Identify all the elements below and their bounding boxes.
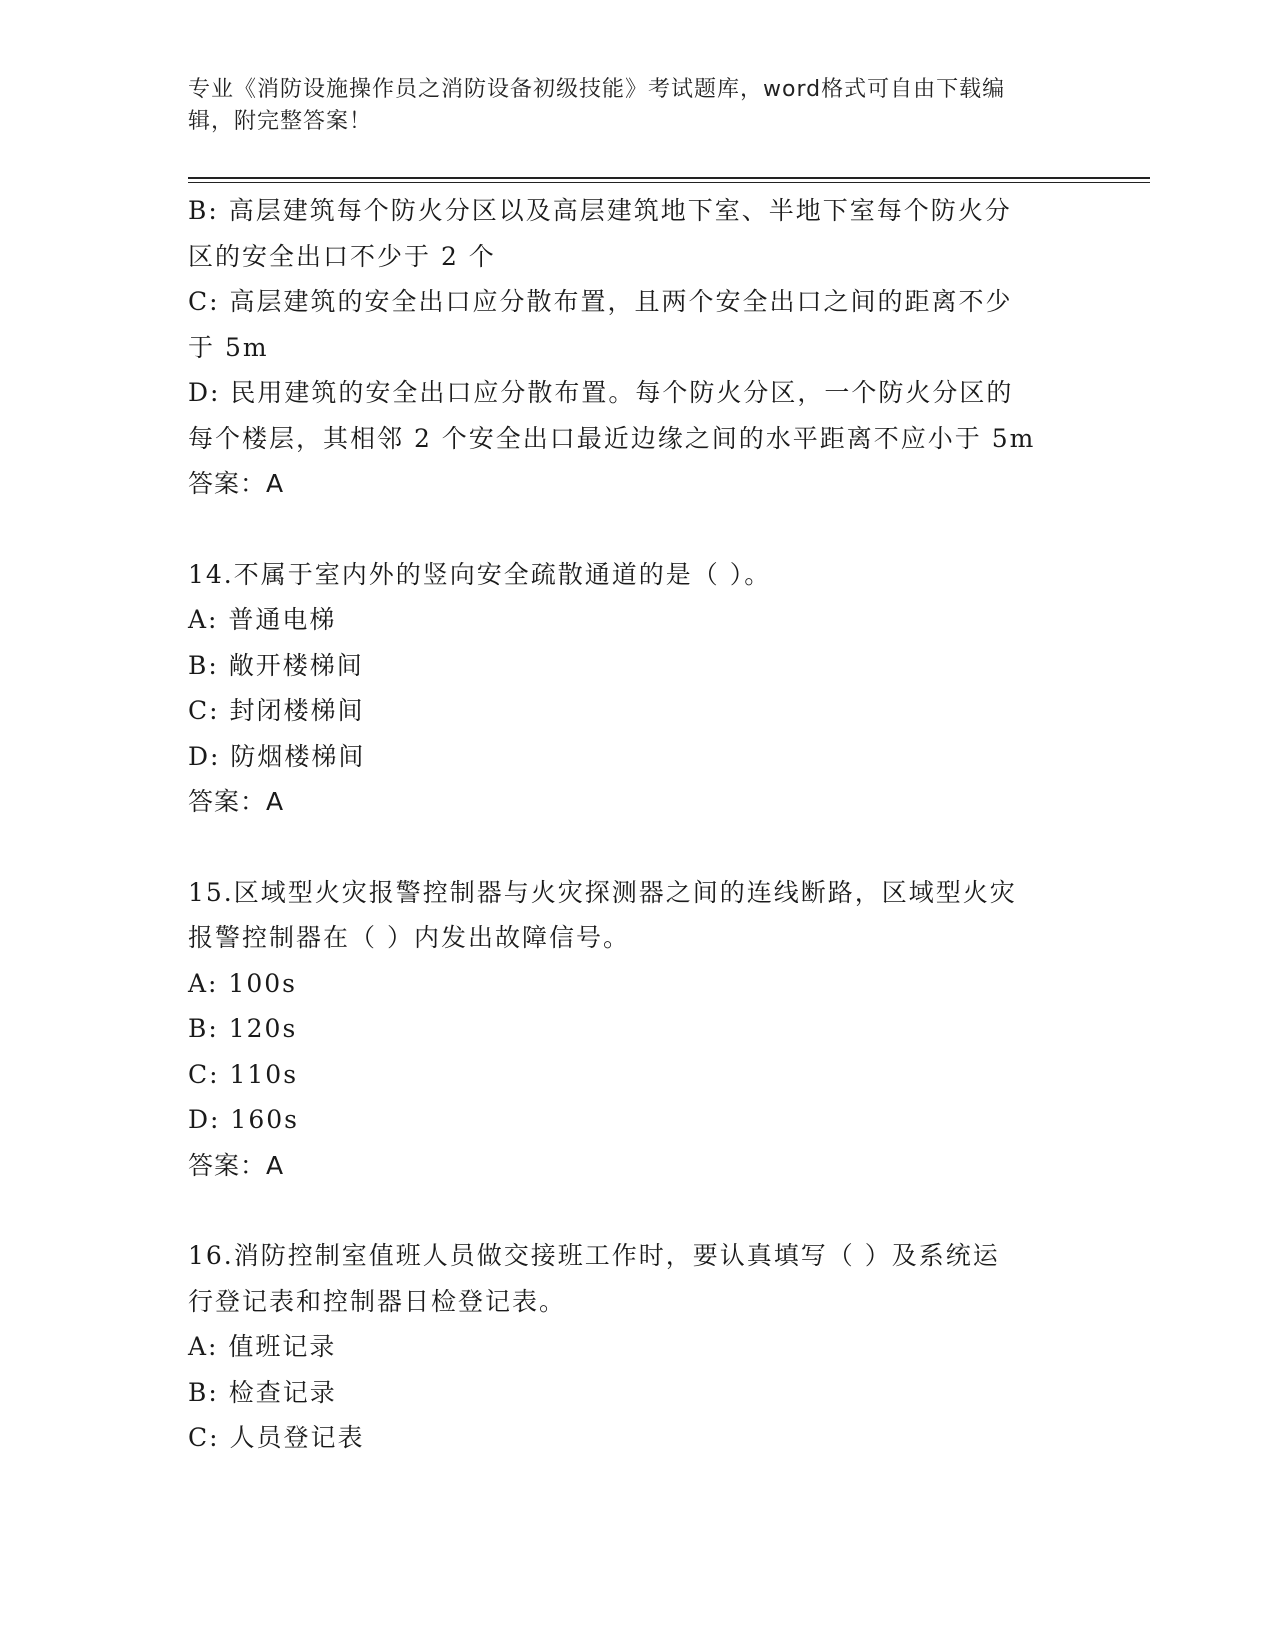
option-c-line-1: C: 高层建筑的安全出口应分散布置，且两个安全出口之间的距离不少 (188, 287, 1013, 316)
option-a: A: 值班记录 (188, 1332, 337, 1361)
option-a: A: 100s (188, 968, 297, 998)
option-c: C: 人员登记表 (188, 1423, 365, 1452)
spacer (188, 507, 1088, 552)
question-stem: 14.不属于室内外的竖向安全疏散通道的是（ ）。 (188, 559, 772, 589)
answer-line: 答案：A (188, 469, 285, 498)
question-stem-line-2: 报警控制器在（ ）内发出故障信号。 (188, 923, 630, 952)
question-16 (188, 1233, 1088, 1461)
question-15 (188, 870, 1088, 1189)
header-divider-thin (188, 182, 1150, 183)
spacer (188, 825, 1088, 870)
header-divider-thick (188, 177, 1150, 179)
option-b: B: 120s (188, 1014, 298, 1043)
option-b-line-2: 区的安全出口不少于 2 个 (188, 241, 496, 271)
option-c: C: 110s (188, 1059, 299, 1089)
option-d: D: 160s (188, 1105, 299, 1134)
option-a: A: 普通电梯 (188, 605, 337, 634)
question-stem-line-2: 行登记表和控制器日检登记表。 (188, 1286, 567, 1316)
header-line-1: 专业《消防设施操作员之消防设备初级技能》考试题库，word格式可自由下载编 (188, 77, 1006, 102)
option-b-line-1: B: 高层建筑每个防火分区以及高层建筑地下室、半地下室每个防火分 (188, 196, 1012, 225)
spacer (188, 1188, 1088, 1233)
answer-line: 答案：A (188, 1150, 285, 1180)
option-c: C: 封闭楼梯间 (188, 696, 365, 725)
option-c-line-2: 于 5m (188, 332, 269, 362)
option-b: B: 敞开楼梯间 (188, 650, 364, 680)
question-content (188, 188, 1088, 1461)
option-b: B: 检查记录 (188, 1377, 337, 1407)
question-stem-line-1: 16.消防控制室值班人员做交接班工作时，要认真填写（ ）及系统运 (188, 1241, 1000, 1270)
previous-question (188, 188, 1088, 507)
option-d-line-1: D: 民用建筑的安全出口应分散布置。每个防火分区，一个防火分区的 (188, 378, 1014, 407)
option-d-line-2: 每个楼层，其相邻 2 个安全出口最近边缘之间的水平距离不应小于 5m (188, 423, 1036, 453)
option-d: D: 防烟楼梯间 (188, 741, 366, 771)
document-header (188, 74, 1088, 138)
question-stem-line-1: 15.区域型火灾报警控制器与火灾探测器之间的连线断路，区域型火灾 (188, 877, 1017, 907)
question-14 (188, 552, 1088, 825)
header-line-2: 辑，附完整答案！ (188, 109, 373, 134)
answer-line: 答案：A (188, 787, 285, 816)
